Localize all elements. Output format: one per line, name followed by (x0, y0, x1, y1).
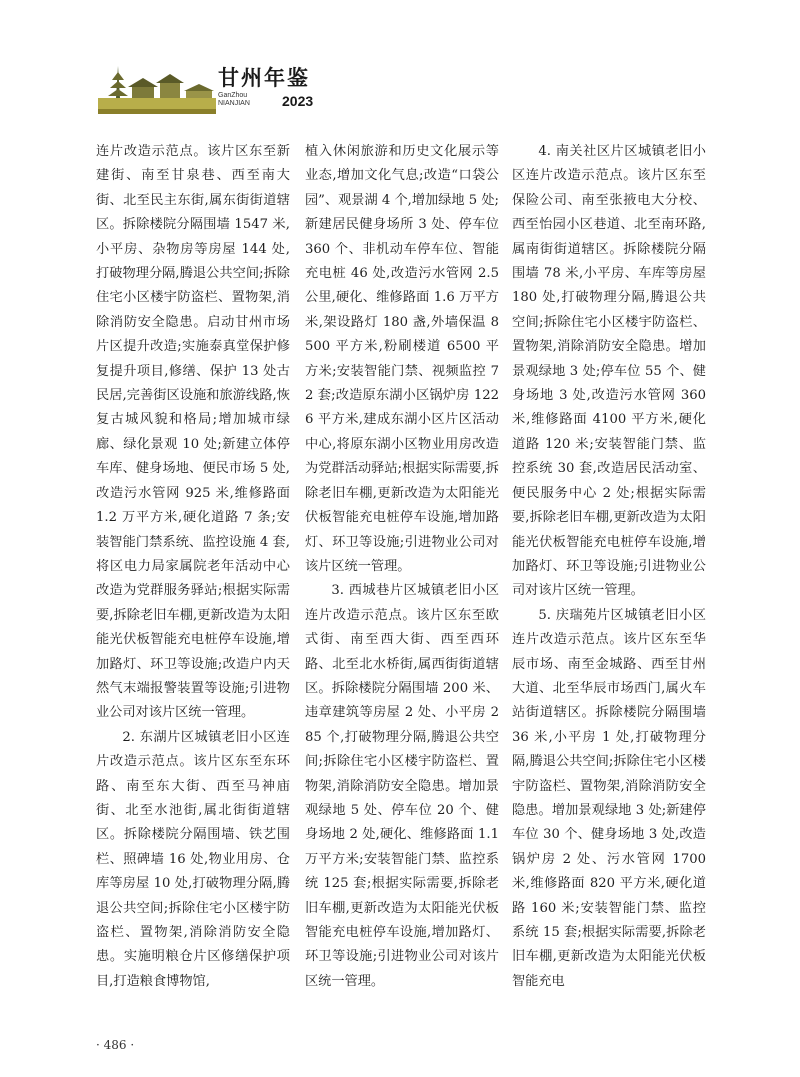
yearbook-pinyin: GanZhou NIANJIAN (218, 92, 250, 107)
yearbook-year: 2023 (282, 93, 314, 109)
paragraph: 3. 西城巷片区城镇老旧小区连片改造示范点。该片区东至欧式街、南至西大街、西至西环路、北至北水桥街,属西街街道辖区。拆除楼院分隔围墙 200 米、违章建筑等房屋 2 处、小平房 285 个,打破物理分隔,腾退公共空间;拆除住宅小区楼宇防盗栏、置物架,消除消防安全隐患。增加景观绿地 5 处、停车位 20 个、健身场地 2 处,硬化、维修路面 1.1 万平方米;安装智能门禁、监控系统 125 套;根据实际需要,拆除老旧车棚,更新改造为太阳能光伏板智能充电桩停车设施,增加路灯、环卫等设施;引进物业公司对该片区统一管理。 (305, 583, 499, 989)
paragraph: 4. 南关社区片区城镇老旧小区连片改造示范点。该片区东至保险公司、南至张掖电大分校、西至怡园小区巷道、北至南环路,属南街街道辖区。拆除楼院分隔围墙 78 米,小平房、车库等房屋 180 处,打破物理分隔,腾退公共空间;拆除住宅小区楼宇防盗栏、置物架,消除消防安全隐患。增加景观绿地 3 处;停车位 55 个、健身场地 3 处,改造污水管网 360 米,维修路面 4100 平方米,硬化道路 120 米;安装智能门禁、监控系统 30 套,改造居民活动室、便民服务中心 2 处;根据实际需要,拆除老旧车棚,更新改造为太阳能光伏板智能充电桩停车设施,增加路灯、环卫等设施;引进物业公司对该片区统一管理。 (512, 144, 706, 599)
running-header (98, 52, 328, 114)
paragraph: 2. 东湖片区城镇老旧小区连片改造示范点。该片区东至东环路、南至东大街、西至马神庙街、北至水池街,属北街街道辖区。拆除楼院分隔围墙、铁艺围栏、照碑墙 16 处,物业用房、仓库等房屋 10 处,打破物理分隔,腾退公共空间;拆除住宅小区楼宇防盗栏、置物架,消除消防安全隐患。实施明粮仓片区修缮保护项目,打造粮食博物馆, (96, 729, 290, 989)
text-column-1 (96, 140, 290, 994)
paragraph: 连片改造示范点。该片区东至新建街、南至甘泉巷、西至南大街、北至民主东街,属东街街道辖区。拆除楼院分隔围墙 1547 米,小平房、杂物房等房屋 144 处,打破物理分隔,腾退公共空间;拆除住宅小区楼宇防盗栏、置物架,消除消防安全隐患。启动甘州市场片区提升改造;实施泰真堂保护修复提升项目,修缮、保护 13 处古民居,完善街区设施和旅游线路,恢复古城风貌和格局;增加城市绿廊、绿化景观 10 处;新建立体停车库、健身场地、便民市场 5 处,改造污水管网 925 米,维修路面 1.2 万平方米,硬化道路 7 条;安装智能门禁系统、监控设施 4 套,将区电力局家属院老年活动中心改造为党群服务驿站;根据实际需要,拆除老旧车棚,更新改造为太阳能光伏板智能充电桩停车设施,增加路灯、环卫等设施;改造户内天然气末端报警装置等设施;引进物业公司对该片区统一管理。 (96, 144, 290, 721)
paragraph: 5. 庆瑞苑片区城镇老旧小区连片改造示范点。该片区东至华辰市场、南至金城路、西至甘州大道、北至华辰市场西门,属火车站街道辖区。拆除楼院分隔围墙 36 米,小平房 1 处,打破物理分隔,腾退公共空间;拆除住宅小区楼宇防盗栏、置物架,消除消防安全隐患。增加景观绿地 3 处;新建停车位 30 个、健身场地 3 处,改造锅炉房 2 处、污水管网 1700 米,维修路面 820 平方米,硬化道路 160 米;安装智能门禁、监控系统 15 套;根据实际需要,拆除老旧车棚,更新改造为太阳能光伏板智能充电 (512, 607, 706, 989)
pagoda-skyline-icon (98, 52, 216, 114)
paragraph: 植入休闲旅游和历史文化展示等业态,增加文化气息;改造“口袋公园”、观景湖 4 个,增加绿地 5 处;新建居民健身场所 3 处、停车位 360 个、非机动车停车位、智能充电桩 46 处,改造污水管网 2.5 公里,硬化、维修路面 1.6 万平方米,架设路灯 180 盏,外墙保温 8500 平方米,粉刷楼道 6500 平方米;安装智能门禁、视频监控 72 套;改造原东湖小区锅炉房 1226 平方米,建成东湖小区片区活动中心,将原东湖小区物业用房改造为党群活动驿站;根据实际需要,拆除老旧车棚,更新改造为太阳能光伏板智能充电桩停车设施,增加路灯、环卫等设施;引进物业公司对该片区统一管理。 (305, 144, 499, 574)
text-column-3 (512, 140, 706, 994)
yearbook-title: 甘州年鉴 (218, 65, 310, 90)
text-column-2 (305, 140, 499, 994)
page-number: · 486 · (96, 1038, 135, 1052)
